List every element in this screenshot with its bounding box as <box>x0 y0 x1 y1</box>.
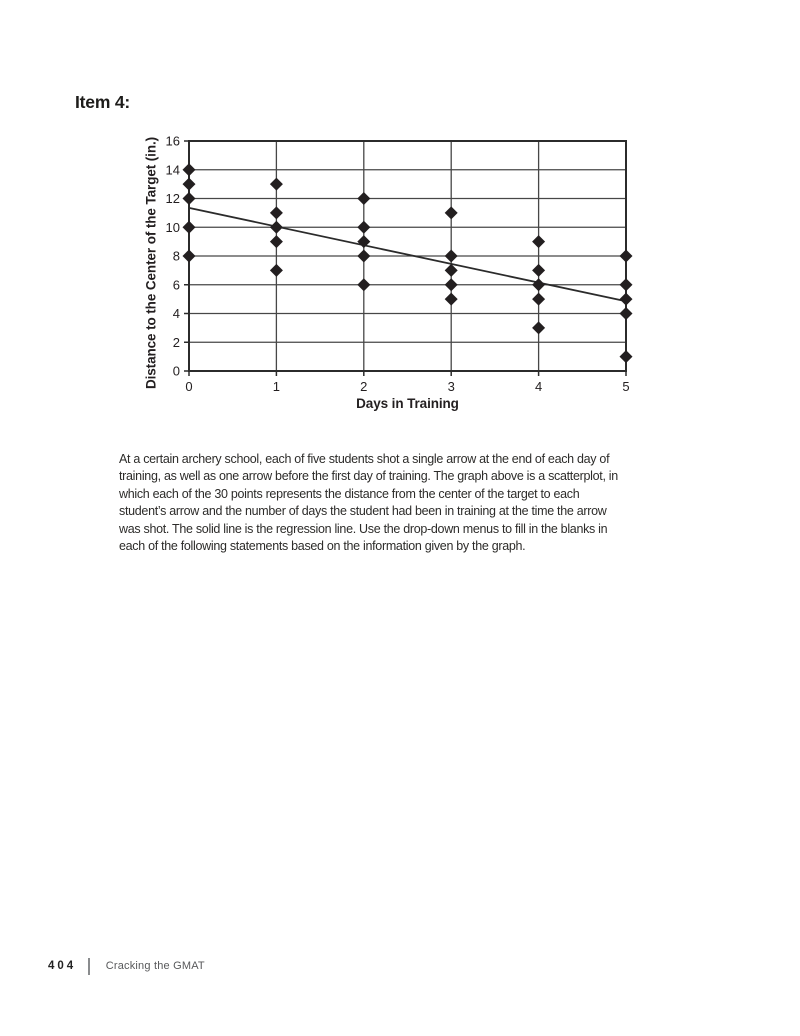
scatter-point <box>532 235 545 248</box>
scatter-point <box>270 206 283 219</box>
scatter-point <box>445 278 458 291</box>
scatter-point <box>620 293 633 306</box>
y-tick-label: 16 <box>165 133 180 149</box>
x-tick-label: 3 <box>447 379 455 394</box>
scatter-point <box>445 250 458 263</box>
scatter-point <box>532 264 545 277</box>
scatter-point <box>183 178 196 191</box>
x-tick-label: 5 <box>622 379 630 394</box>
y-tick-label: 6 <box>172 277 180 293</box>
footer-divider <box>88 958 90 975</box>
scatter-point <box>532 278 545 291</box>
scatter-point <box>445 264 458 277</box>
scatter-point <box>270 264 283 277</box>
scatter-point <box>357 250 370 263</box>
y-tick-label: 14 <box>165 162 180 178</box>
scatter-point <box>357 278 370 291</box>
x-axis-title: Days in Training <box>356 396 459 411</box>
scatter-point <box>183 221 196 234</box>
scatter-point <box>445 293 458 306</box>
page-footer <box>48 956 205 976</box>
scatter-point <box>357 221 370 234</box>
y-tick-label: 0 <box>172 363 180 379</box>
scatter-point <box>532 321 545 334</box>
y-tick-label: 10 <box>165 219 180 235</box>
x-tick-label: 4 <box>534 379 543 394</box>
y-tick-label: 12 <box>165 191 180 206</box>
question-paragraph: At a certain archery school, each of five students shot a single arrow at the end of each day of training, as well as one arrow before the first day of training. The graph above is a scatterplot, in which each of the 30 points represents the distance from the center of the target to each student’s arrow and the number of days the student had been in training at the time the arrow was shot. The solid line is the regression line. Use the drop-down menus to fill in the blanks in each of the following statements based on the information given by the graph. <box>119 452 618 554</box>
book-title: Cracking the GMAT <box>105 960 205 972</box>
y-tick-label: 8 <box>172 248 180 264</box>
page-number: 404 <box>48 960 77 972</box>
x-tick-label: 1 <box>272 379 281 394</box>
x-tick-label: 0 <box>185 379 193 394</box>
scatter-point <box>183 192 196 205</box>
scatter-point <box>270 178 283 191</box>
scatter-point <box>620 307 633 320</box>
scatter-point <box>183 163 196 176</box>
scatter-point <box>445 206 458 219</box>
y-tick-label: 4 <box>172 306 180 321</box>
item-heading: Item 4: <box>75 92 131 112</box>
x-tick-label: 2 <box>360 379 368 394</box>
scatter-point <box>357 192 370 205</box>
scatter-point <box>620 250 633 263</box>
scatter-point <box>270 235 283 248</box>
scatter-point <box>620 278 633 291</box>
y-axis-title: Distance to the Center of the Target (in.) <box>143 136 159 390</box>
regression-line <box>189 208 626 301</box>
scatter-point <box>532 293 545 306</box>
scatter-point <box>270 221 283 234</box>
scatterplot-figure <box>130 125 670 425</box>
y-tick-label: 2 <box>172 334 180 350</box>
scatter-point <box>183 250 196 263</box>
scatterplot-canvas <box>130 125 670 425</box>
scatter-point <box>620 350 633 363</box>
